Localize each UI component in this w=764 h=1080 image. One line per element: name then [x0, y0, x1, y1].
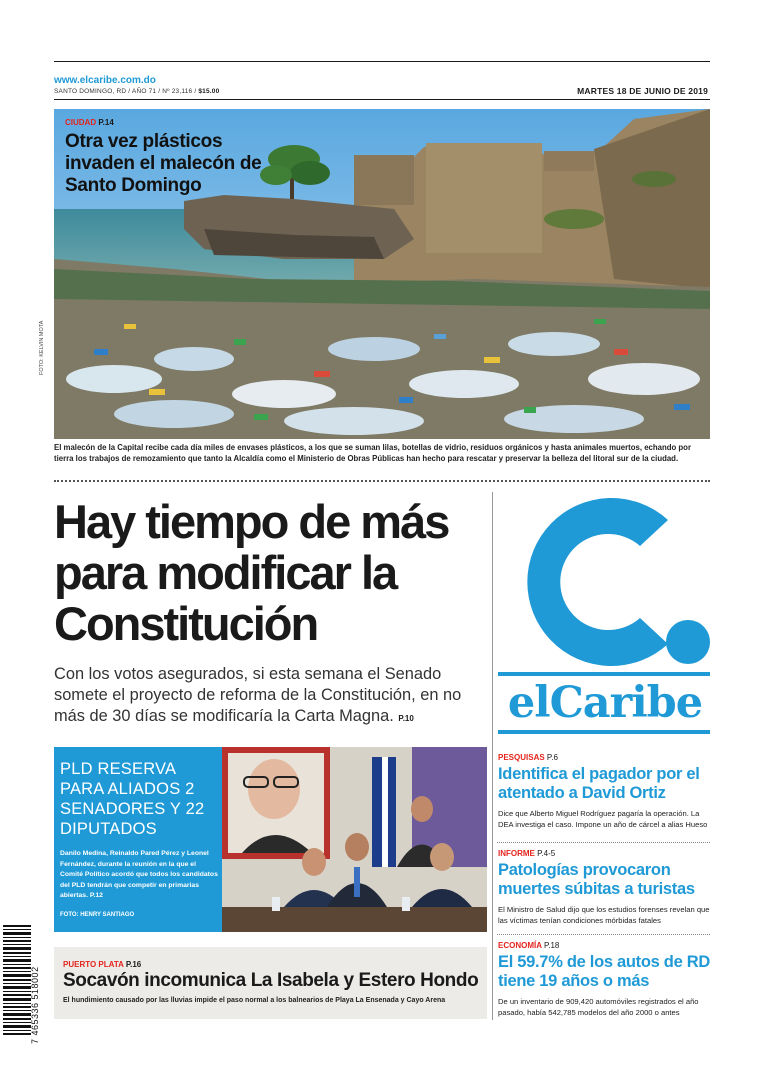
hero-page: P.14	[98, 118, 114, 127]
logo-c-mark	[498, 492, 712, 677]
lead-deck	[54, 664, 484, 729]
side-kicker	[498, 753, 710, 762]
hero-kicker	[65, 118, 114, 127]
price: $15.00	[198, 88, 220, 95]
lead-headline[interactable]: Hay tiempo de más para modificar la Constitución	[54, 495, 449, 650]
side-headline[interactable]: Identifica el pagador por el atentado a David Ortiz	[498, 765, 700, 802]
meeting-photo-art	[222, 747, 487, 932]
barcode	[3, 925, 31, 1037]
pld-body-text: Danilo Medina, Reinaldo Pared Pérez y Leonel Fernández, durante la reunión en la que el Comité Político acordó que todos los candidatos del PLD tendrán que competir en primarias abiertas.	[60, 850, 218, 899]
side-headline[interactable]: Patologías provocaron muertes súbitas a turistas	[498, 861, 695, 898]
side-story-economia[interactable]	[498, 941, 710, 1018]
pld-photo-credit: FOTO: HENRY SANTIAGO	[60, 912, 135, 918]
top-rule	[54, 61, 710, 62]
strip-section: PUERTO PLATA	[63, 960, 124, 969]
strip-page: P.16	[125, 960, 142, 969]
logo-bar-bottom	[498, 730, 710, 734]
lead-deck-ref: P.10	[398, 714, 414, 723]
pld-body	[60, 849, 218, 902]
side-section: PESQUISAS	[498, 753, 545, 762]
barcode-digits: 7 465336 518002	[30, 966, 40, 1044]
hero-headline[interactable]: Otra vez plásticos invaden el malecón de Santo Domingo	[65, 131, 262, 196]
masthead-rule	[54, 99, 710, 100]
edition-meta	[54, 88, 219, 95]
side-kicker	[498, 941, 710, 950]
strip-kicker	[63, 960, 141, 969]
lead-deck-text: Con los votos asegurados, si esta semana el Senado somete el proyecto de reforma de la Constitución, en no más de 30 días se modificaría la Carta Magna.	[54, 665, 462, 725]
pld-headline[interactable]: PLD RESERVA PARA ALIADOS 2 SENADORES Y 22 DIPUTADOS	[60, 760, 205, 838]
side-kicker	[498, 849, 710, 858]
caption-divider	[54, 480, 710, 482]
side-story-informe[interactable]	[498, 849, 710, 926]
side-body: De un inventario de 909,420 automóviles registrados el año pasado, había 542,785 modelos del año 2000 o antes	[498, 997, 699, 1017]
hero-section: CIUDAD	[65, 118, 97, 127]
pld-ref: P.12	[89, 892, 103, 899]
logo-wordmark: elCaribe	[507, 678, 703, 728]
side-headline[interactable]: El 59.7% de los autos de RD tiene 19 años o más	[498, 953, 710, 990]
strip-headline[interactable]: Socavón incomunica La Isabela y Estero Hondo	[63, 970, 479, 991]
side-body: Dice que Alberto Miguel Rodríguez pagaría la operación. La DEA investiga el caso. Impone un año de cárcel a alias Hueso	[498, 809, 708, 829]
hero-caption: El malecón de la Capital recibe cada día miles de envases plásticos, a los que se suman lilas, botellas de vidrio, residuos orgánicos y hasta animales muertos, echando por tierra los trabajos de remozamiento que tanto la Alcaldía como el Ministerio de Obras Públicas han hecho para rescatar y preservar la belleza del litoral sur de la ciudad.	[54, 443, 691, 463]
side-page: P.4-5	[537, 849, 556, 858]
logo-bar-top	[498, 672, 710, 676]
site-url[interactable]: www.elcaribe.com.do	[54, 75, 156, 86]
strip-body: El hundimiento causado por las lluvias impide el paso normal a los balnearios de Playa La Ensenada y Cayo Arena	[63, 997, 446, 1004]
edition-info: SANTO DOMINGO, RD / AÑO 71 / Nº 23,116 /	[54, 88, 197, 95]
hero-photo-credit: FOTO: KELVIN MOTA	[39, 320, 45, 375]
side-page: P.6	[546, 753, 558, 762]
side-body: El Ministro de Salud dijo que los estudios forenses revelan que las víctimas tenían condiciones mórbidas fatales	[498, 905, 710, 925]
side-section: ECONOMÍA	[498, 941, 542, 950]
side-story-pesquisas[interactable]	[498, 753, 710, 830]
side-separator	[497, 842, 710, 843]
side-section: INFORME	[498, 849, 535, 858]
side-separator	[497, 934, 710, 935]
side-page: P.18	[543, 941, 560, 950]
issue-date: MARTES 18 DE JUNIO DE 2019	[577, 86, 708, 96]
pld-meeting-photo	[222, 747, 487, 932]
